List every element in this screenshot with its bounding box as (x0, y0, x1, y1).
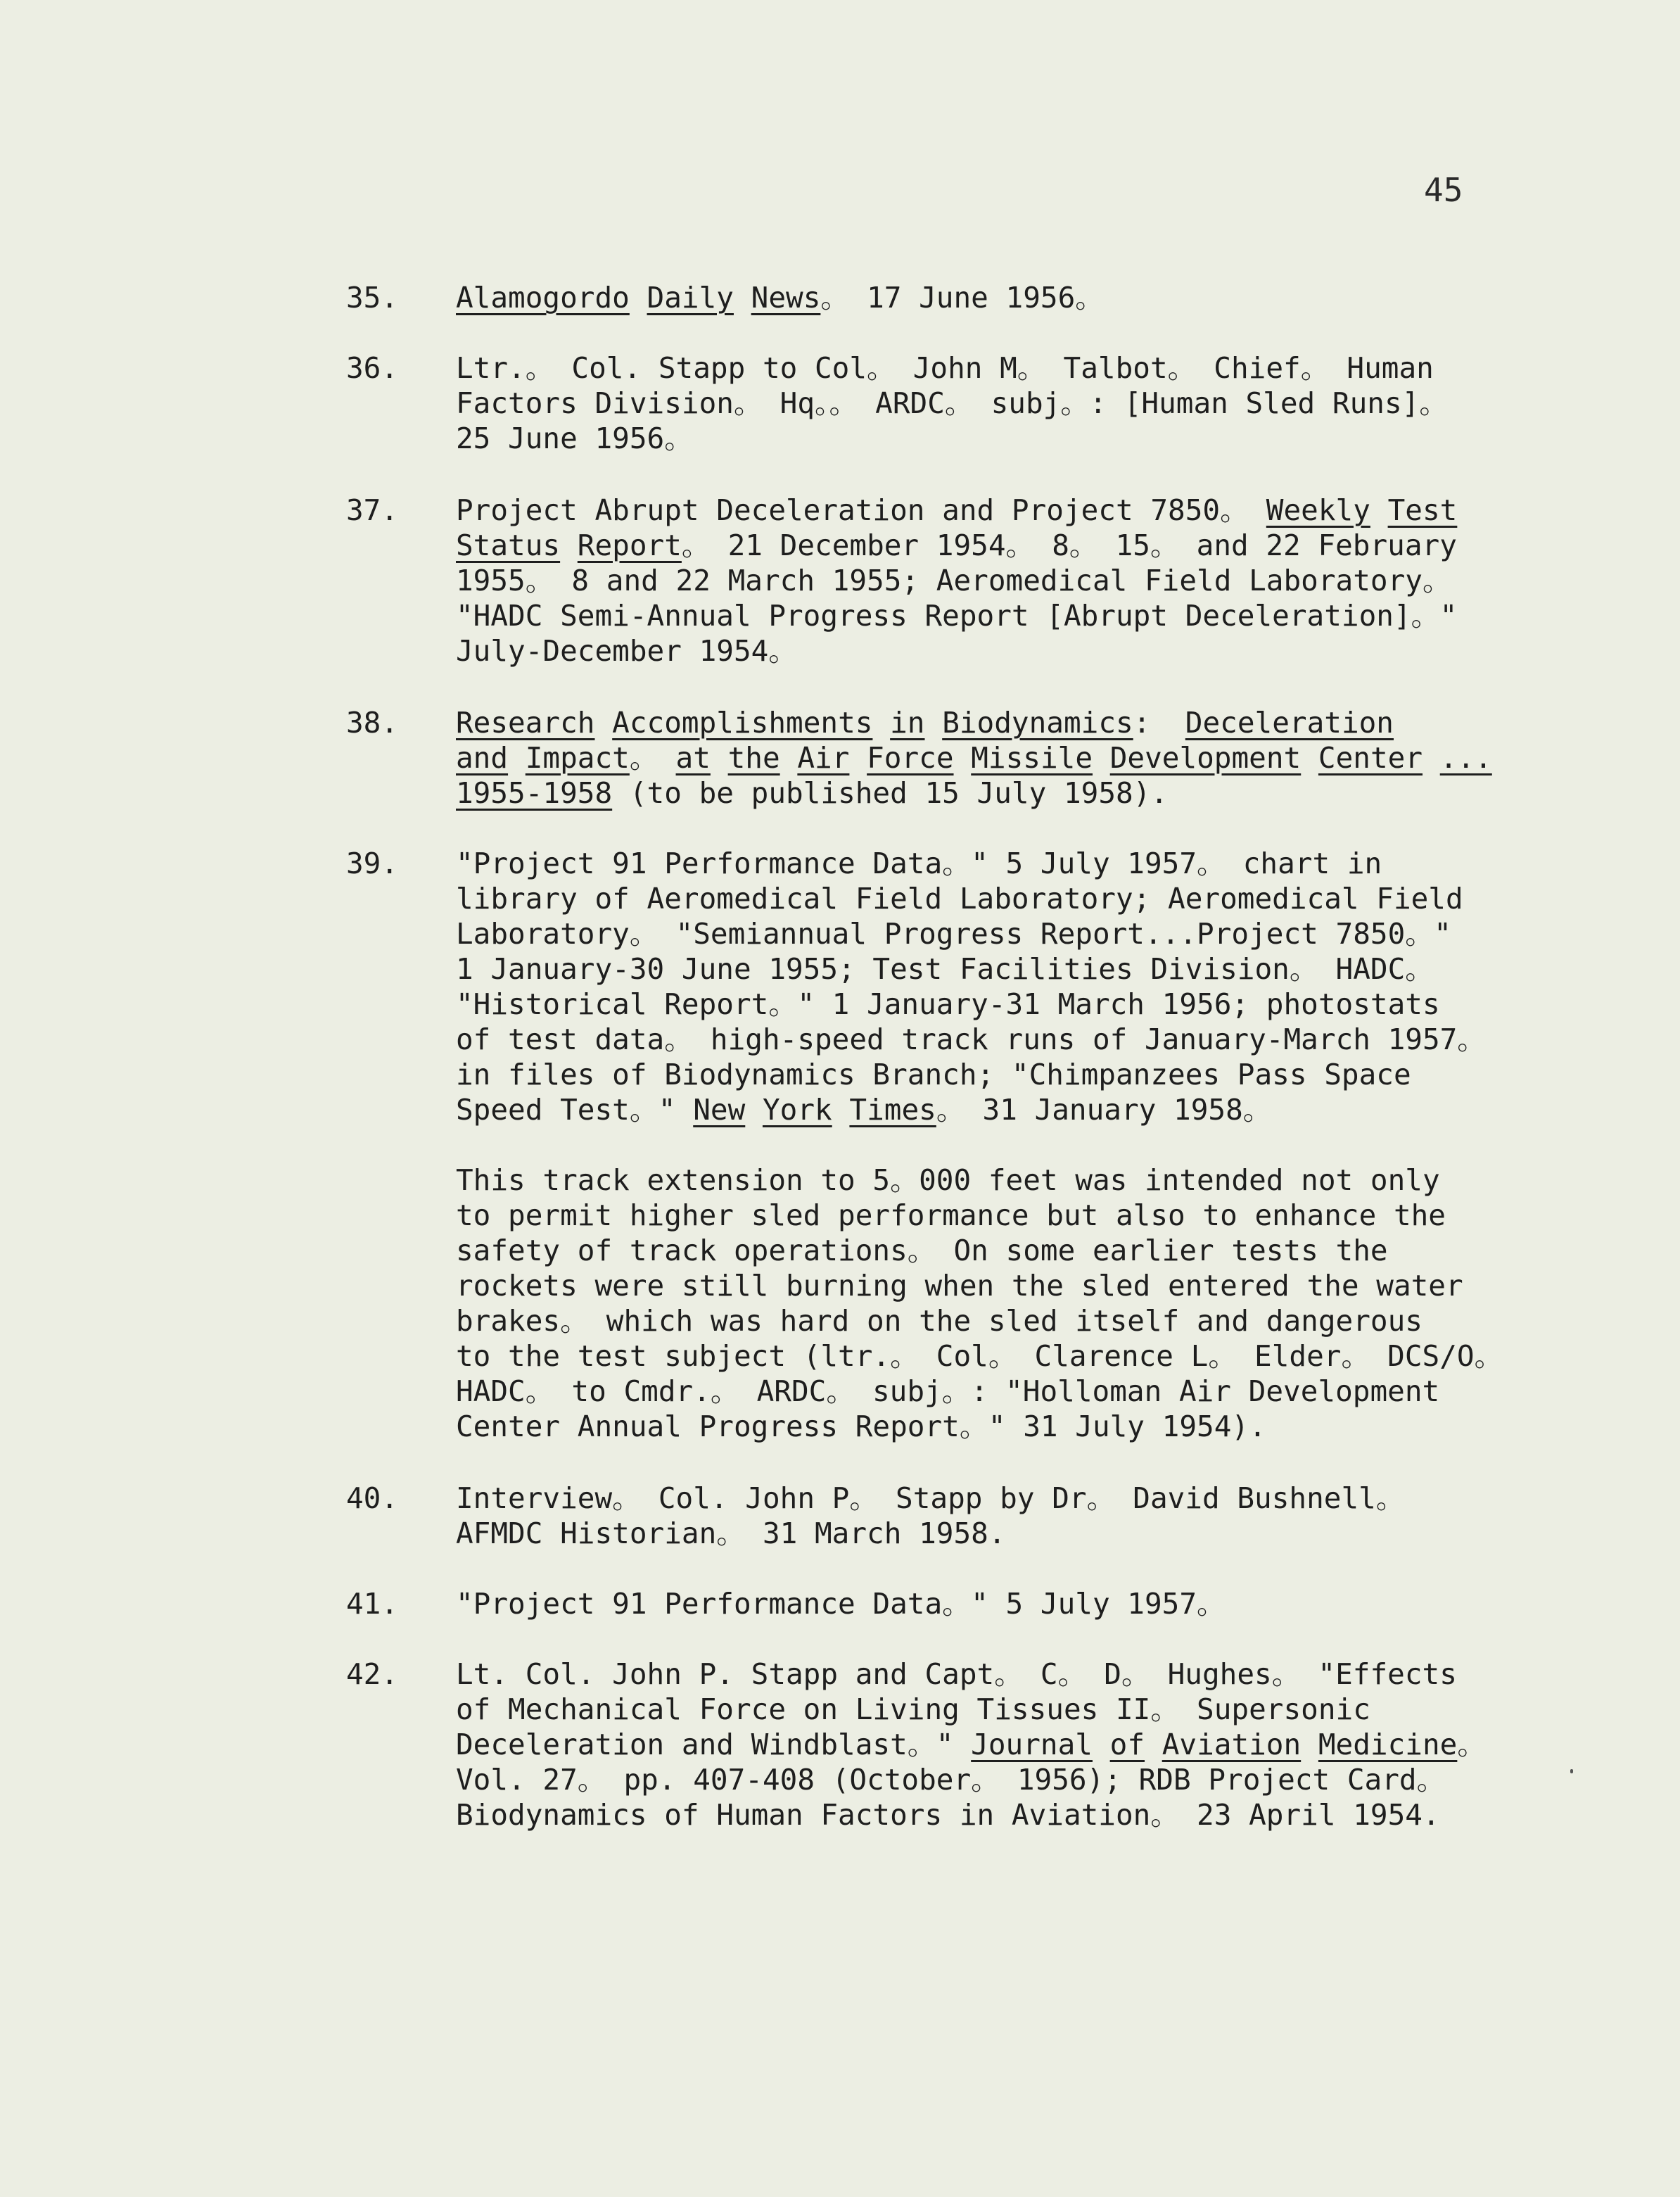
endnote-line (456, 1692, 1370, 1727)
endnote-line (456, 1268, 1463, 1303)
endnote-number: 41. (346, 1587, 399, 1621)
citation-text: Vol. 27。 pp. 407-408 (October。 1956); RDB Project Card。 (456, 1763, 1446, 1797)
endnote-number: 42. (346, 1657, 399, 1691)
underlined-title-text: Development (1109, 741, 1302, 775)
underlined-title-text: Alamogordo (456, 281, 630, 315)
citation-text (1093, 741, 1110, 775)
citation-text: : (1133, 706, 1185, 740)
underlined-title-text: the (727, 741, 780, 775)
citation-text: Speed Test。" (456, 1093, 694, 1127)
citation-text (1145, 1728, 1162, 1761)
citation-text: 。 31 January 1958。 (936, 1093, 1272, 1127)
citation-text (508, 741, 526, 775)
underlined-title-text: Times (849, 1093, 936, 1127)
endnote-line (456, 1057, 1411, 1092)
citation-text: July-December 1954。 (456, 634, 798, 668)
underlined-title-text: Accomplishments (612, 706, 873, 740)
endnote-line (456, 740, 1492, 775)
underlined-title-text: New (693, 1093, 746, 1127)
underlined-title-text: of (1109, 1728, 1145, 1761)
citation-text: 。 17 June 1956。 (820, 281, 1105, 315)
endnote-line (456, 1797, 1440, 1832)
endnote-line (456, 1586, 1226, 1621)
citation-text: Biodynamics of Human Factors in Aviation。 23 April 1954. (456, 1798, 1440, 1832)
endnote-line (456, 1762, 1446, 1797)
endnote-line (456, 1409, 1266, 1444)
underlined-title-text: Medicine (1318, 1728, 1458, 1761)
citation-text: safety of track operations。 On some earlier tests the (456, 1234, 1388, 1267)
citation-text: Lt. Col. John P. Stapp and Capt。 C。 D。 Hughes。 "Effects (456, 1657, 1457, 1691)
underlined-title-text: at (675, 741, 711, 775)
underlined-title-text: Impact (525, 741, 630, 775)
citation-text (925, 706, 943, 740)
citation-text: in files of Biodynamics Branch; "Chimpanzees Pass Space (456, 1058, 1411, 1091)
citation-text (832, 1093, 850, 1127)
citation-text (872, 706, 890, 740)
endnote-line (456, 916, 1451, 951)
citation-text (594, 706, 612, 740)
endnote-line (456, 1338, 1503, 1374)
citation-text (711, 741, 728, 775)
citation-text: library of Aeromedical Field Laboratory; Aeromedical Field (456, 882, 1463, 916)
citation-text: "Historical Report。" 1 January-31 March 1956; photostats (456, 987, 1440, 1021)
citation-text: Interview。 Col. John P。 Stapp by Dr。 David Bushnell。 (456, 1481, 1405, 1515)
endnote-line (456, 705, 1394, 740)
citation-text: brakes。 which was hard on the sled itself and dangerous (456, 1304, 1423, 1338)
underlined-title-text: Test (1387, 493, 1458, 527)
underlined-title-text: 1955-1958 (456, 776, 613, 810)
citation-text (849, 741, 867, 775)
endnote-line (456, 951, 1434, 987)
endnote-line (456, 528, 1457, 563)
endnote-line (456, 987, 1440, 1022)
underlined-title-text: Missile (971, 741, 1093, 775)
citation-text: 25 June 1956。 (456, 422, 694, 455)
endnote-line (456, 493, 1457, 528)
underlined-title-text: Status (456, 528, 561, 562)
endnote-number: 37. (346, 493, 399, 527)
citation-text (1301, 1728, 1318, 1761)
citation-text (734, 281, 751, 315)
citation-text: rockets were still burning when the sled entered the water (456, 1269, 1463, 1303)
citation-text: HADC。 to Cmdr.。 ARDC。 subj。: "Holloman Air Development (456, 1374, 1440, 1408)
endnote-line (456, 1233, 1388, 1268)
underlined-title-text: Aviation (1162, 1728, 1302, 1761)
citation-text (745, 1093, 763, 1127)
citation-text (1423, 741, 1440, 775)
endnote-line (456, 598, 1457, 633)
endnote-line (456, 350, 1434, 386)
citation-text: 。 (1457, 1728, 1487, 1761)
endnote-line (456, 1022, 1486, 1057)
citation-text (1093, 1728, 1110, 1761)
underlined-title-text: and (456, 741, 509, 775)
citation-text: to the test subject (ltr.。 Col。 Clarence L。 Elder。 DCS/O。 (456, 1339, 1503, 1373)
underlined-title-text: in (890, 706, 925, 740)
citation-text: 。 (629, 741, 676, 775)
endnote-line (456, 1657, 1457, 1692)
citation-text: Center Annual Progress Report。" 31 July 1954). (456, 1410, 1266, 1443)
underlined-title-text: Center (1318, 741, 1423, 775)
underlined-title-text: York (762, 1093, 832, 1127)
endnote-line (456, 1092, 1272, 1127)
underlined-title-text: Weekly (1266, 493, 1370, 527)
citation-text (630, 281, 647, 315)
citation-text: to permit higher sled performance but also to enhance the (456, 1198, 1446, 1232)
endnote-number: 35. (346, 281, 399, 315)
endnote-line (456, 1516, 1006, 1551)
citation-text: 。 21 December 1954。 8。 15。 and 22 February (681, 528, 1457, 562)
citation-text: (to be published 15 July 1958). (612, 776, 1169, 810)
citation-text: Ltr.。 Col. Stapp to Col。 John M。 Talbot。 Chief。 Human (456, 351, 1434, 385)
citation-text: 1955。 8 and 22 March 1955; Aeromedical Field Laboratory。 (456, 564, 1451, 597)
citation-text: Deceleration and Windblast。" (456, 1728, 972, 1761)
endnote-line (456, 386, 1448, 421)
citation-text: "Project 91 Performance Data。" 5 July 1957。 (456, 1587, 1226, 1621)
citation-text: 1 January-30 June 1955; Test Facilities Division。 HADC。 (456, 952, 1434, 986)
underlined-title-text: News (751, 281, 821, 315)
endnote-number: 36. (346, 351, 399, 385)
endnote-line (456, 563, 1451, 598)
citation-text (780, 741, 798, 775)
endnote-line (456, 1163, 1440, 1198)
endnote-line (456, 1303, 1423, 1338)
endnote-line (456, 633, 797, 669)
endnote-line (456, 280, 1104, 315)
underlined-title-text: Report (577, 528, 682, 562)
citation-text (1370, 493, 1388, 527)
endnote-number: 40. (346, 1481, 399, 1515)
citation-text: of test data。 high-speed track runs of January-March 1957。 (456, 1022, 1487, 1056)
endnote-line (456, 421, 693, 456)
endnote-line (456, 846, 1382, 881)
underlined-title-text: Air (797, 741, 850, 775)
endnote-line (456, 1481, 1405, 1516)
citation-text (1301, 741, 1318, 775)
underlined-title-text: Research (456, 706, 595, 740)
citation-text (954, 741, 972, 775)
scan-speck (1570, 1769, 1573, 1773)
underlined-title-text: Daily (647, 281, 734, 315)
underlined-title-text: ... (1439, 741, 1492, 775)
endnote-number: 38. (346, 706, 399, 740)
citation-text: "Project 91 Performance Data。" 5 July 1957。 chart in (456, 847, 1382, 880)
citation-text: AFMDC Historian。 31 March 1958. (456, 1517, 1006, 1550)
endnote-number: 39. (346, 847, 399, 880)
endnote-line (456, 1374, 1439, 1409)
citation-text: This track extension to 5。000 feet was intended not only (456, 1163, 1440, 1197)
citation-text (560, 528, 578, 562)
endnote-line (456, 775, 1168, 811)
page-number: 45 (1424, 171, 1463, 209)
underlined-title-text: Journal (971, 1728, 1093, 1761)
citation-text: Laboratory。 "Semiannual Progress Report...Project 7850。" (456, 917, 1451, 951)
underlined-title-text: Biodynamics (942, 706, 1133, 740)
underlined-title-text: Deceleration (1185, 706, 1394, 740)
endnote-line (456, 1198, 1446, 1233)
citation-text: Project Abrupt Deceleration and Project 7850。 (456, 493, 1266, 527)
endnote-line (456, 881, 1463, 916)
underlined-title-text: Force (867, 741, 954, 775)
endnote-line (456, 1727, 1486, 1762)
citation-text: of Mechanical Force on Living Tissues II。 Supersonic (456, 1692, 1370, 1726)
citation-text: Factors Division。 Hq。。 ARDC。 subj。: [Human Sled Runs]。 (456, 386, 1449, 420)
citation-text: "HADC Semi-Annual Progress Report [Abrupt Deceleration]。" (456, 599, 1458, 633)
